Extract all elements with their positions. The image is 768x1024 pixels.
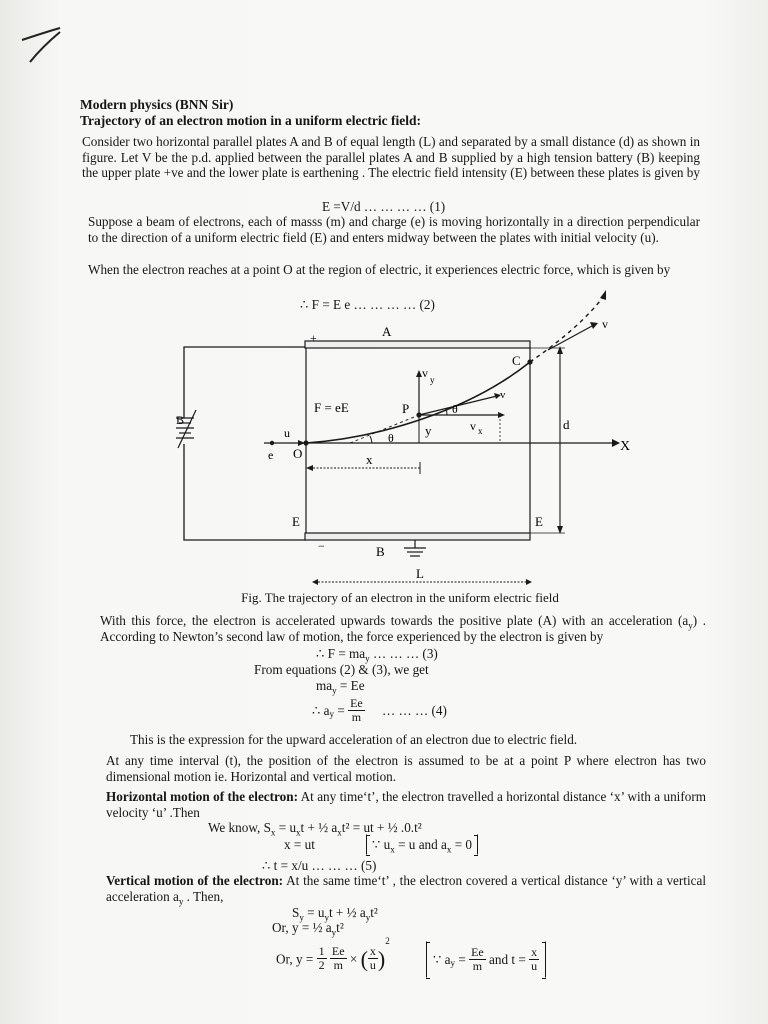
label-vy-sub: y [430, 375, 435, 385]
label-u: u [284, 426, 290, 440]
equation-y-final: Or, y = $\frac{1}{2}$ $\frac{Ee}{m}$ × ( $\frac{x}{u}$ )$^2$ [276, 936, 390, 973]
label-y: y [425, 423, 432, 438]
label-vx-sub: x [478, 426, 483, 436]
equation-x-ut: x = ut [284, 837, 315, 852]
plate-a [305, 341, 530, 348]
label-theta-2: θ [388, 431, 394, 445]
label-v: v [500, 389, 506, 401]
equation-may: $ma_y = Ee$ [316, 678, 365, 696]
label-field-right: E [535, 514, 543, 529]
point-p-marker [416, 412, 421, 417]
label-plate-b: B [376, 544, 385, 559]
label-axis-x: X [620, 439, 631, 454]
condition-x: ∵ $u_x = u$ and $a_x = 0$ [366, 834, 478, 855]
label-force: F = eE [314, 400, 349, 415]
point-c-marker [527, 359, 532, 364]
equation-y-half: Or, y = ½ $a_yt^2$ [272, 920, 344, 938]
equation-1: E =V/d … … … … (1) [322, 199, 446, 214]
equation-sy: $S_y = u_yt$ + ½ $a_yt^2$ [292, 905, 378, 923]
label-point-o: O [293, 446, 303, 461]
from-equations-text: From equations (2) & (3), we get [254, 662, 429, 677]
page-title: Trajectory of an electron motion in a uniform electric field: [80, 113, 422, 128]
point-o-marker [303, 440, 308, 445]
figure-caption: Fig. The trajectory of an electron in the uniform electric field [241, 590, 559, 605]
equation-4: ∴ $a_y$ = $\frac{Ee}{m}$ … … … (4) [312, 696, 447, 724]
label-battery: B [176, 413, 185, 427]
expression-note: This is the expression for the upward acceleration of an electron due to electric field. [130, 732, 578, 747]
label-electron: e [268, 448, 274, 462]
body-paragraph-1: With this force, the electron is accelerated upwards towards the positive plate (A) with an acceleration $(a_y)$ . According to Newton’s second law of motion, the force experienced by the electron is given by [100, 613, 706, 644]
label-plus: + [310, 331, 317, 345]
label-vx: v [470, 419, 476, 433]
course-title: Modern physics (BNN Sir) [80, 97, 234, 112]
horizontal-motion-paragraph: Horizontal motion of the electron: At any time‘t’, the electron travelled a horizontal distance ‘x’ with a uniform velocity ‘u’ .Then [106, 789, 706, 820]
intro-paragraph-3: When the electron reaches at a point O at the region of electric, it experiences electric force, which is given by [88, 262, 671, 277]
label-point-c: C [512, 353, 521, 368]
intro-paragraph-2: Suppose a beam of electrons, each of masss (m) and charge (e) is moving horizontally in a direction perpendicular to the direction of a uniform electric field (E) and enters midway between the plates with initial velocity (u). [88, 214, 700, 245]
vertical-motion-paragraph: Vertical motion of the electron: At the same time‘t’ , the electron covered a vertical distance ‘y’ with a vertical acceleration $a_y$ . Then, [106, 873, 706, 907]
equation-5: ∴ t = x/u … … … (5) [262, 858, 377, 873]
plate-b [305, 533, 530, 540]
label-minus: − [318, 539, 325, 553]
label-point-p: P [402, 401, 410, 416]
equation-2: ∴ F = E e … … … … (2) [300, 297, 435, 312]
label-theta-1: θ [452, 402, 458, 416]
label-length: L [416, 566, 424, 581]
condition-y: ∵ $a_y$ = $\frac{Ee}{m}$ and t = $\frac{x}{u}$ [426, 941, 546, 977]
ground-icon [404, 540, 426, 556]
equation-sx: We know, $S_x = u_xt$ + ½ $a_xt^2$ = ut + ½ .0.t² [208, 820, 422, 838]
label-field-left: E [292, 514, 300, 529]
label-v-exit: v [602, 317, 608, 331]
equation-3: ∴ $F = ma_y$ … … … (3) [316, 646, 438, 664]
label-d: d [563, 417, 570, 432]
label-vy: v [422, 366, 428, 380]
trajectory-figure [150, 288, 650, 598]
label-x: x [366, 452, 373, 467]
pen-mark-icon [16, 22, 64, 66]
body-paragraph-2: At any time interval (t), the position of the electron is assumed to be at a point P where electron has two dimensional motion ie. Horizontal and vertical motion. [106, 753, 706, 784]
intro-paragraph-1: Consider two horizontal parallel plates A and B of equal length (L) and separated by a small distance (d) as shown in figure. Let V be the p.d. applied between the parallel plates A and B supplied by a high tension battery (B) keeping the upper plate +ve and the lower plate is earthening . The electric field intensity (E) between these plates is given by [82, 134, 700, 181]
label-plate-a: A [382, 324, 392, 339]
